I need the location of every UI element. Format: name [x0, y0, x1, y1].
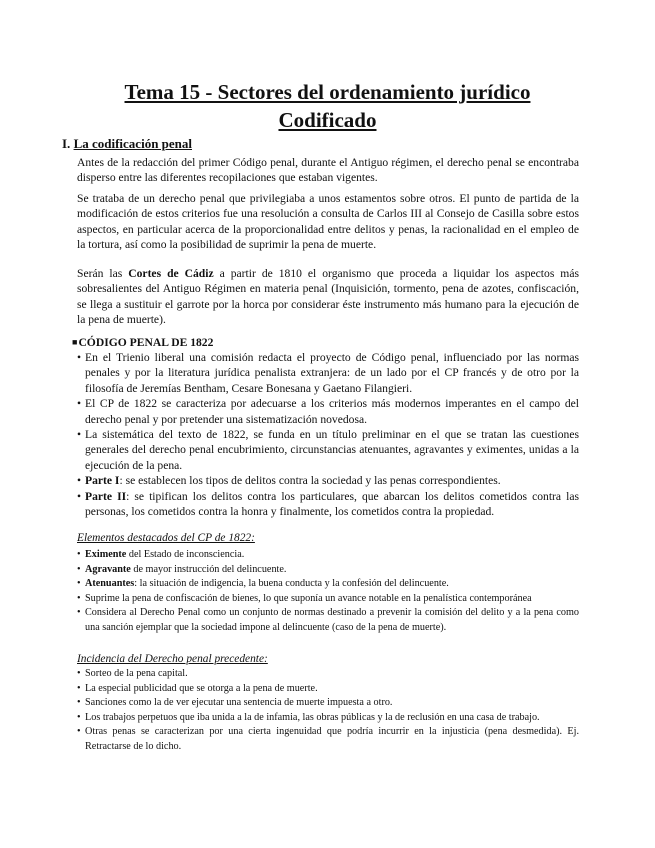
list-item-text: En el Trienio liberal una comisión redacta el proyecto de Código penal, influenciado por las normas penales y por la literatura jurídica penalista extranjera: de un lado por el CP francés y de otro por la filosofía de Jeremías Bentham, Cesare Bonesana y Gaetano Filangieri.: [85, 351, 579, 395]
list-item-text: Suprime la pena de confiscación de bienes, lo que suponía un avance notable en la penalística contemporánea: [85, 592, 532, 604]
list-item-text: La sistemática del texto de 1822, se funda en un título preliminar en el que se tratan las cuestiones generales del derecho penal encubrimiento, circunstancias atenuantes, agravantes y eximentes, unidas a la ejecución de la pena.: [85, 428, 579, 472]
bullet-icon: •: [77, 351, 82, 364]
bullet-icon: •: [77, 682, 81, 694]
list-item: [77, 696, 579, 711]
section-title: La codificación penal: [73, 136, 193, 151]
page-title-line1: Tema 15 - Sectores del ordenamiento jurídico: [124, 80, 531, 104]
list-item-text: Considera al Derecho Penal como un conjunto de normas destinado a prevenir la comisión del delito y a la pena como una sanción ejemplar que la sociedad impone al delincuente (caso de la pena de muerte).: [85, 607, 579, 633]
paragraph-3-post: a partir de 1810 el organismo que proceda a liquidar los aspectos más sobresalientes del Antiguo Régimen en materia penal (Inquisición, tormento, pena de azotes, confiscación, se llega a sustituir el garrote por la horca por considerar éste instrumento más humano para la ejecución de la pena de muerte).: [77, 267, 579, 327]
list-item: [77, 489, 579, 520]
subheading-incidencia: Incidencia del Derecho penal precedente:: [77, 653, 268, 665]
bullet-icon: •: [77, 668, 81, 679]
list-item: [77, 606, 579, 635]
list-item-text: Otras penas se caracterizan por una cierta ingenuidad que podría incurrir en la injusticia (pena desmedida). Ej. Retractarse de lo dicho.: [85, 726, 579, 752]
bullet-icon: •: [77, 474, 82, 488]
list-item-bold: Atenuantes: [85, 578, 135, 590]
list-item-text: : se establecen los tipos de delitos contra la sociedad y las penas correspondientes.: [119, 474, 501, 488]
subheading-elementos: Elementos destacados del CP de 1822:: [77, 532, 255, 544]
square-bullet-icon: ■: [72, 337, 78, 347]
bullet-icon: •: [77, 397, 82, 411]
list-item: [77, 682, 579, 697]
paragraph-3: [77, 266, 579, 328]
section-heading-codigo-1822: [72, 336, 213, 349]
incidencia-list: [77, 667, 579, 755]
list-item-text: Los trabajos perpetuos que iba unida a la de infamia, las obras públicas y la de reclusión en una casa de trabajo.: [85, 711, 540, 723]
paragraph-3-bold: Cortes de Cádiz: [128, 267, 214, 280]
list-item-text: del Estado de inconsciencia.: [126, 549, 245, 560]
bullet-icon: •: [77, 489, 82, 503]
list-item-text: : se tipifican los delitos contra los particulares, que abarcan los delitos cometidos contra las personas, los cometidos contra la honra y finalmente, los cometidos contra la propiedad.: [85, 489, 579, 519]
list-item-text: Sanciones como la de ver ejecutar una sentencia de muerte impuesta a otro.: [85, 697, 393, 709]
list-item: [77, 667, 579, 682]
list-item: [77, 396, 579, 427]
list-item: [77, 563, 579, 578]
list-item-text: : la situación de indigencia, la buena conducta y la confesión del delincuente.: [134, 578, 449, 590]
list-item-text: Sorteo de la pena capital.: [85, 668, 188, 679]
list-item-bold: Parte II: [85, 489, 127, 503]
list-item-bold: Agravante: [85, 563, 131, 575]
elementos-list: [77, 548, 579, 636]
list-item: [77, 427, 579, 473]
bullet-icon: •: [77, 563, 81, 575]
list-item-bold: Parte I: [85, 474, 120, 488]
section-number: I.: [62, 136, 71, 151]
section2-title: CÓDIGO PENAL DE 1822: [78, 336, 214, 349]
list-item-text: El CP de 1822 se caracteriza por adecuarse a los criterios más modernos imperantes en el campo del derecho penal y por pretender una sistematización novedosa.: [85, 397, 579, 426]
page-title-line2: Codificado: [278, 108, 377, 132]
list-item-bold: Eximente: [85, 549, 127, 560]
codigo-list: [77, 350, 579, 519]
list-item: [77, 577, 579, 592]
bullet-icon: •: [77, 592, 81, 604]
bullet-icon: •: [77, 578, 81, 590]
list-item: [77, 592, 579, 607]
list-item: [77, 711, 579, 726]
bullet-icon: •: [77, 549, 81, 560]
bullet-icon: •: [77, 726, 81, 738]
bullet-icon: •: [77, 428, 82, 442]
list-item-text: de mayor instrucción del delincuente.: [130, 563, 287, 575]
list-item: [77, 473, 579, 488]
list-item: [77, 725, 579, 754]
paragraph-2: Se trataba de un derecho penal que privilegiaba a unos estamentos sobre otros. El punto de partida de la modificación de estos criterios fue una resolución a consulta de Carlos III al Consejo de Casilla sobre estos aspectos, en particular acerca de la proporcionalidad entre delitos y penas, la racionalidad en el empleo de la tortura, así como la posibilidad de suprimir la pena de muerte.: [77, 192, 579, 252]
section-heading-codificacion: [62, 136, 192, 152]
list-item: [77, 548, 579, 563]
bullet-icon: •: [77, 607, 81, 619]
paragraph-1: Antes de la redacción del primer Código penal, durante el Antiguo régimen, el derecho penal se encontraba disperso entre las diferentes recopilaciones que estaban vigentes.: [77, 156, 579, 185]
paragraph-3-pre: Serán las: [77, 267, 129, 280]
bullet-icon: •: [77, 711, 81, 723]
list-item-text: La especial publicidad que se otorga a la pena de muerte.: [85, 682, 318, 694]
list-item: [77, 350, 579, 396]
bullet-icon: •: [77, 697, 81, 709]
